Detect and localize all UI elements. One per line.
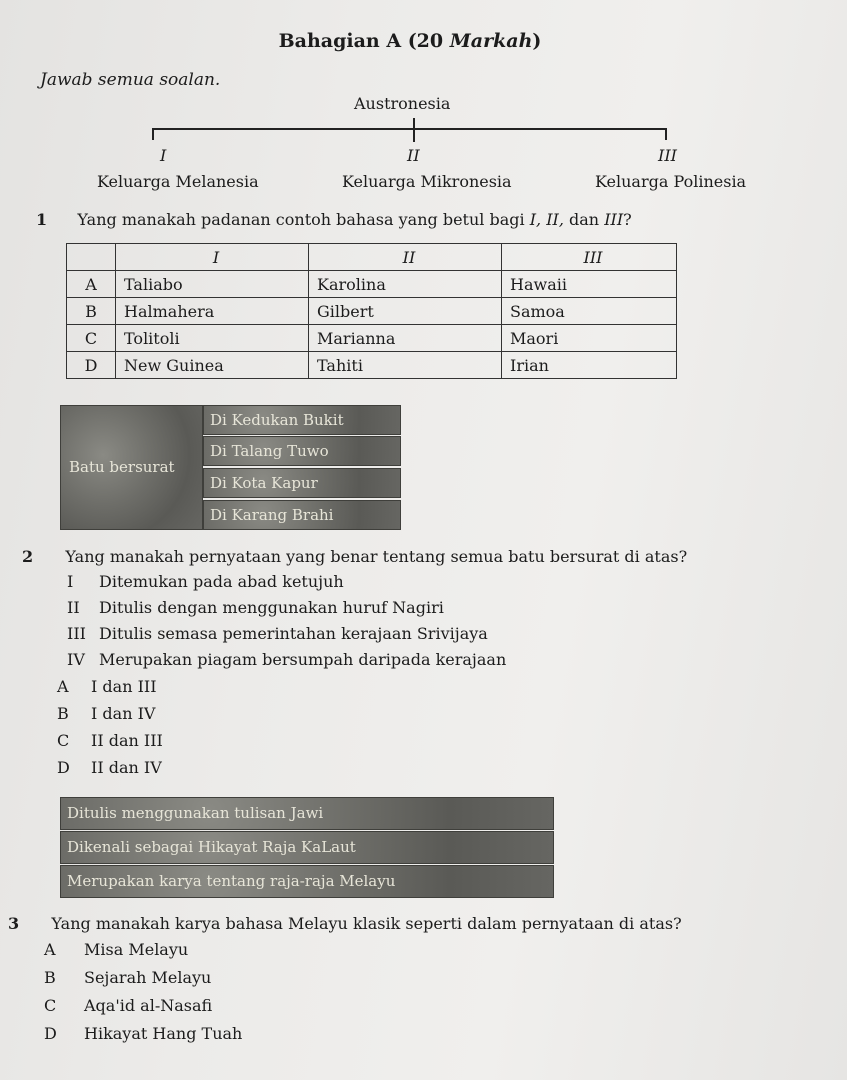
table-cell: Tolitoli <box>116 325 309 352</box>
answer-option[interactable]: B I dan IV <box>57 704 156 723</box>
tree-root: Austronesia <box>354 94 451 113</box>
answer-table <box>66 243 677 379</box>
table-row[interactable] <box>67 352 677 379</box>
instruction: Jawab semua soalan. <box>40 70 221 90</box>
table-header-cell: II <box>309 244 502 271</box>
question-3: 3 Yang manakah karya bahasa Melayu klasik seperti dalam pernyataan di atas? <box>8 914 682 933</box>
table-cell: New Guinea <box>116 352 309 379</box>
question-2: 2 Yang manakah pernyataan yang benar tentang semua batu bersurat di atas? <box>22 547 688 566</box>
table-header-cell: I <box>116 244 309 271</box>
stone-box-label: Batu bersurat <box>69 458 175 476</box>
table-row[interactable] <box>67 271 677 298</box>
table-cell: Maori <box>502 325 677 352</box>
stone-inscription-box <box>60 405 401 530</box>
table-cell: Irian <box>502 352 677 379</box>
table-corner-cell <box>67 244 116 271</box>
table-cell: Gilbert <box>309 298 502 325</box>
answer-option[interactable]: C Aqa'id al-Nasafi <box>44 996 213 1015</box>
table-cell: Taliabo <box>116 271 309 298</box>
stone-box-item: Di Kota Kapur <box>203 468 401 498</box>
section-title: Bahagian A (20 Markah) <box>278 30 542 52</box>
table-row[interactable] <box>67 325 677 352</box>
statement-box-item: Merupakan karya tentang raja-raja Melayu <box>60 865 554 898</box>
answer-option[interactable]: D II dan IV <box>57 758 162 777</box>
tree-branch-roman-1: I <box>160 146 167 165</box>
tree-branch-stem-3 <box>665 128 667 140</box>
table-cell: Karolina <box>309 271 502 298</box>
table-cell: Halmahera <box>116 298 309 325</box>
answer-option[interactable]: C II dan III <box>57 731 163 750</box>
tree-branch-roman-2: II <box>407 146 420 165</box>
answer-option[interactable]: A I dan III <box>57 677 157 696</box>
tree-branch-roman-3: III <box>658 146 677 165</box>
stone-box-item: Di Talang Tuwo <box>203 436 401 466</box>
tree-horizontal-line <box>152 128 667 130</box>
tree-family-2: Keluarga Mikronesia <box>342 172 512 191</box>
statement-item: I Ditemukan pada abad ketujuh <box>67 572 344 591</box>
tree-family-3: Keluarga Polinesia <box>595 172 747 191</box>
option-letter: C <box>67 325 116 352</box>
statement-box-item: Dikenali sebagai Hikayat Raja KaLaut <box>60 831 554 864</box>
table-header-cell: III <box>502 244 677 271</box>
tree-branch-stem-1 <box>152 128 154 140</box>
option-letter: D <box>67 352 116 379</box>
question-1: 1 Yang manakah padanan contoh bahasa yang betul bagi I, II, dan III? <box>36 210 632 229</box>
question-number: 1 <box>36 210 48 229</box>
answer-option[interactable]: B Sejarah Melayu <box>44 968 212 987</box>
statement-box-item: Ditulis menggunakan tulisan Jawi <box>60 797 554 830</box>
option-letter: B <box>67 298 116 325</box>
answer-option[interactable]: D Hikayat Hang Tuah <box>44 1024 243 1043</box>
statement-box <box>60 797 554 898</box>
answer-option[interactable]: A Misa Melayu <box>44 940 189 959</box>
table-row[interactable] <box>67 298 677 325</box>
stone-box-item: Di Karang Brahi <box>203 500 401 530</box>
question-number: 3 <box>8 914 20 933</box>
statement-item: IV Merupakan piagam bersumpah daripada kerajaan <box>67 650 507 669</box>
table-cell: Hawaii <box>502 271 677 298</box>
table-cell: Samoa <box>502 298 677 325</box>
table-cell: Tahiti <box>309 352 502 379</box>
table-cell: Marianna <box>309 325 502 352</box>
tree-family-1: Keluarga Melanesia <box>97 172 259 191</box>
statement-item: III Ditulis semasa pemerintahan kerajaan Srivijaya <box>67 624 488 643</box>
table-header-row <box>67 244 677 271</box>
option-letter: A <box>67 271 116 298</box>
tree-root-stem <box>413 118 415 142</box>
stone-box-item: Di Kedukan Bukit <box>203 405 401 435</box>
question-number: 2 <box>22 547 34 566</box>
statement-item: II Ditulis dengan menggunakan huruf Nagiri <box>67 598 444 617</box>
stone-box-label-cell <box>60 405 203 530</box>
